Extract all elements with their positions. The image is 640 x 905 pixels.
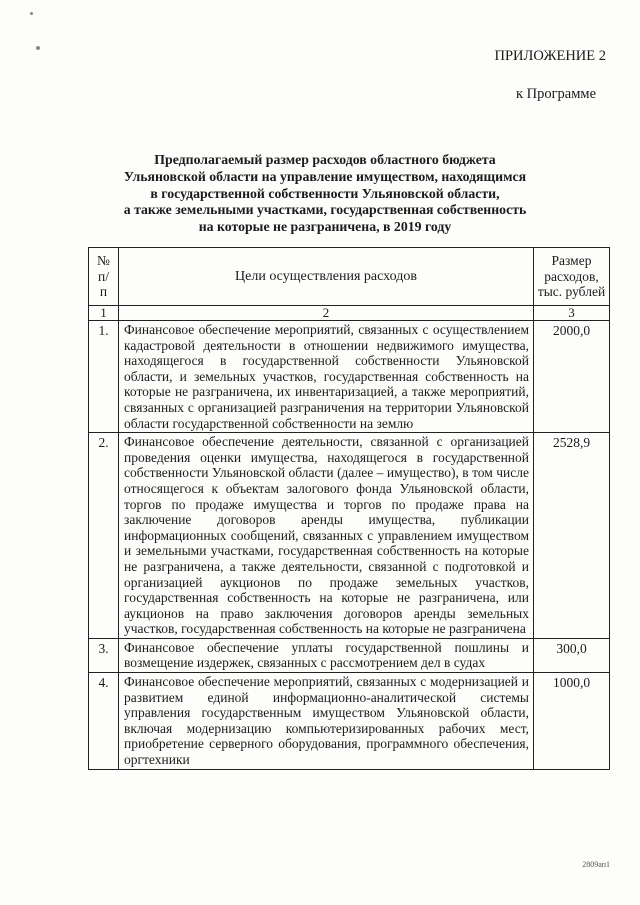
column-index-row [89, 306, 610, 321]
row-number: 1. [89, 321, 119, 433]
row-amount: 300,0 [534, 638, 610, 672]
column-index: 3 [534, 306, 610, 321]
column-index: 1 [89, 306, 119, 321]
title-line: Ульяновской области на управление имуществом, находящимся [123, 168, 527, 184]
row-number: 2. [89, 433, 119, 639]
scan-speck [36, 46, 40, 50]
title-line: а также земельными участками, государственная собственность [123, 202, 527, 218]
row-goal: Финансовое обеспечение уплаты государственной пошлины и возмещение издержек, связанных с рассмотрением дел в судах [119, 638, 534, 672]
header-amount: Размер расходов, тыс. рублей [534, 248, 610, 306]
row-goal: Финансовое обеспечение мероприятий, связанных с осуществлением кадастровой деятельности в отношении недвижимого имущества, находящегося в государственной собственности Ульяновской области, и земельных участков, государственная собственность на которые не разграничена, их инвентаризацией, а также мероприятий, связанных с организацией разграничения на территории Ульяновской области государственной собственности на землю [119, 321, 534, 433]
table-row [89, 433, 610, 639]
row-amount: 2528,9 [534, 433, 610, 639]
row-amount: 2000,0 [534, 321, 610, 433]
row-number: 4. [89, 673, 119, 770]
annex-reference: к Программе [515, 86, 596, 102]
column-index: 2 [119, 306, 534, 321]
document-code: 2809ап1 [582, 860, 610, 869]
title-line: в государственной собственности Ульяновской области, [150, 185, 500, 201]
row-goal: Финансовое обеспечение деятельности, связанной с организацией проведения оценки имущества, находящегося в государственной собственности Ульяновской области (далее – имущество), в том числе относящегося к объектам залогового фонда Ульяновской области, торгов по продаже имущества и торгов по продаже права на заключение договоров аренды имущества, публикации информационных сообщений, связанных с управлением имуществом и земельными участками, государственная собственность на которые не разграничена, а также деятельности, связанной с подготовкой и организацией аукционов по продаже земельных участков, государственная собственность на которые не разграничена, или аукционов на право заключения договоров аренды земельных участков, государственная собственность на которые не разграничена [119, 433, 534, 639]
annex-label: ПРИЛОЖЕНИЕ 2 [494, 48, 606, 64]
table-header-row [89, 248, 610, 306]
row-number: 3. [89, 638, 119, 672]
table-row [89, 638, 610, 672]
row-amount: 1000,0 [534, 673, 610, 770]
title-line: Предполагаемый размер расходов областного бюджета [154, 152, 496, 167]
header-num: № п/п [89, 248, 119, 306]
title-line: на которые не разграничена, в 2019 году [198, 219, 452, 235]
document-title [100, 152, 550, 236]
table-row [89, 673, 610, 770]
table-row [89, 321, 610, 433]
header-goal: Цели осуществления расходов [119, 248, 534, 306]
scan-speck [30, 12, 33, 15]
expenses-table [88, 247, 610, 770]
row-goal: Финансовое обеспечение мероприятий, связанных с модернизацией и развитием единой информационно-аналитической системы управления государственным имуществом Ульяновской области, включая модернизацию компьютеризированных рабочих мест, приобретение серверного оборудования, программного обеспечения, оргтехники [119, 673, 534, 770]
